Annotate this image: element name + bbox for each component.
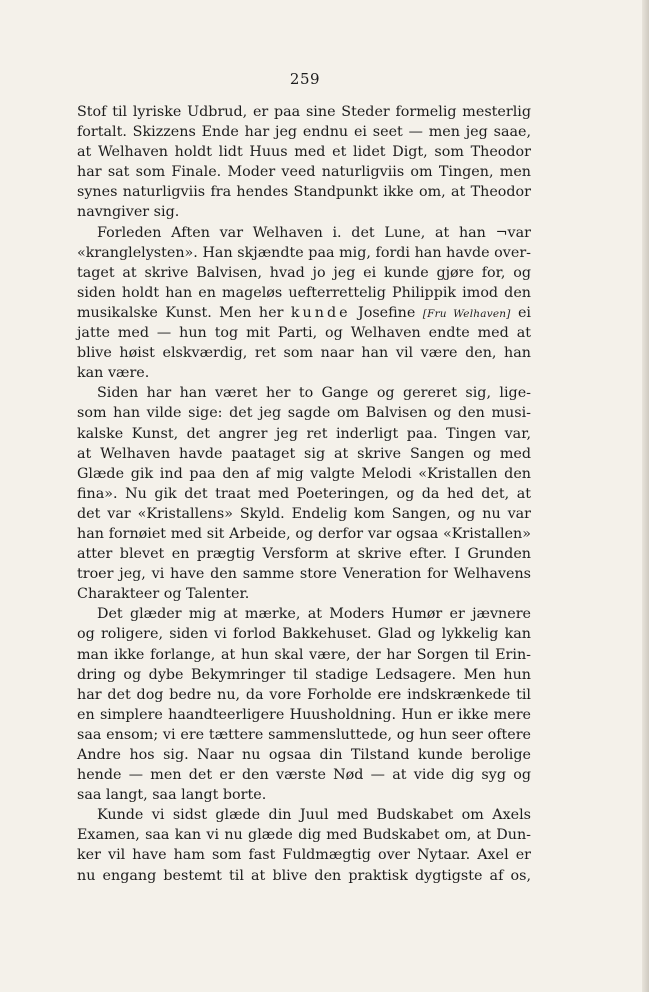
line-segment: musikalske Kunst. Men her — [77, 304, 284, 321]
text-line: ker vil have ham som fast Fuldmægtig over Nytaar. Axel er — [77, 847, 531, 864]
text-line: han fornøiet med sit Arbeide, og derfor var ogsaa «Kristallen» — [77, 525, 531, 542]
spaced-emphasis: kunde — [290, 304, 351, 321]
text-line: en simplere haandteerligere Huusholdning. Hun er ikke mere — [77, 706, 531, 723]
text-line: at Welhaven holdt lidt Huus med et lidet Digt, som Theodor — [77, 144, 531, 161]
text-line-with-note — [77, 303, 531, 323]
text-line: atter blevet en prægtig Versform at skrive efter. I Grunden — [77, 546, 531, 563]
text-line: kalske Kunst, det angrer jeg ret inderligt paa. Tingen var, — [77, 425, 531, 442]
text-line: har sat som Finale. Moder veed naturligviis om Tingen, men — [77, 164, 531, 181]
text-line: og roligere, siden vi forlod Bakkehuset. Glad og lykkelig kan — [77, 626, 531, 643]
text-line: det var «Kristallens» Skyld. Endelig kom Sangen, og nu var — [77, 505, 531, 522]
text-line: blive høist elskværdig, ret som naar han vil være den, han — [77, 345, 531, 362]
text-line: fortalt. Skizzens Ende har jeg endnu ei seet — men jeg saae, — [77, 124, 531, 141]
text-line: at Welhaven havde paataget sig at skrive Sangen og med — [77, 445, 531, 462]
text-line: Examen, saa kan vi nu glæde dig med Budskabet om, at Dun- — [77, 827, 531, 844]
text-line: dring og dybe Bekymringer til stadige Ledsagere. Men hun — [77, 666, 531, 683]
text-line: navngiver sig. — [77, 204, 180, 221]
text-line: Forleden Aften var Welhaven i. det Lune, at han ¬var — [97, 224, 531, 241]
text-line: saa langt, saa langt borte. — [77, 787, 267, 804]
text-line: som han vilde sige: det jeg sagde om Balvisen og den musi- — [77, 405, 531, 422]
text-line: «kranglelysten». Han skjændte paa mig, fordi han havde over- — [77, 244, 531, 261]
page-edge-shadow — [642, 0, 649, 992]
page-number: 259 — [289, 70, 321, 88]
text-line: man ikke forlange, at hun skal være, der har Sorgen til Erin- — [77, 646, 531, 663]
text-line: hende — men det er den værste Nød — at vide dig syg og — [77, 767, 531, 784]
text-line: har det dog bedre nu, da vore Forholde ere indskrænkede til — [77, 686, 531, 703]
text-line: nu engang bestemt til at blive den praktisk dygtigste af os, — [77, 867, 531, 884]
text-line: Charakteer og Talenter. — [77, 586, 250, 603]
line-segment: ei — [517, 304, 531, 321]
text-line: Siden har han været her to Gange og gereret sig, lige- — [97, 385, 531, 402]
text-line: Det glæder mig at mærke, at Moders Humør er jævnere — [97, 606, 531, 623]
text-line: taget at skrive Balvisen, hvad jo jeg ei kunde gjøre for, og — [77, 264, 531, 281]
text-line: jatte med — hun tog mit Parti, og Welhaven endte med at — [77, 325, 531, 342]
text-line: siden holdt han en mageløs uefterrettelig Philippik imod den — [77, 284, 531, 301]
text-line: Kunde vi sidst glæde din Juul med Budskabet om Axels — [97, 807, 531, 824]
editorial-note: [Fru Welhaven] — [422, 307, 511, 320]
text-line: kan være. — [77, 365, 150, 382]
body-text — [77, 102, 531, 886]
text-line: Glæde gik ind paa den af mig valgte Melodi «Kristallen den — [77, 465, 531, 482]
text-line: Andre hos sig. Naar nu ogsaa din Tilstand kunde berolige — [77, 747, 531, 763]
text-line: synes naturligviis fra hendes Standpunkt ikke om, at Theodor — [77, 184, 531, 201]
text-line: Stof til lyriske Udbrud, er paa sine Steder formelig mesterlig — [77, 104, 531, 120]
text-line: fina». Nu gik det traat med Poeteringen, og da hed det, at — [77, 485, 531, 502]
line-segment: Josefine — [358, 304, 416, 321]
text-line: saa ensom; vi ere tættere sammensluttede, og hun seer oftere — [77, 726, 531, 743]
text-line: troer jeg, vi have den samme store Veneration for Welhavens — [77, 566, 531, 583]
